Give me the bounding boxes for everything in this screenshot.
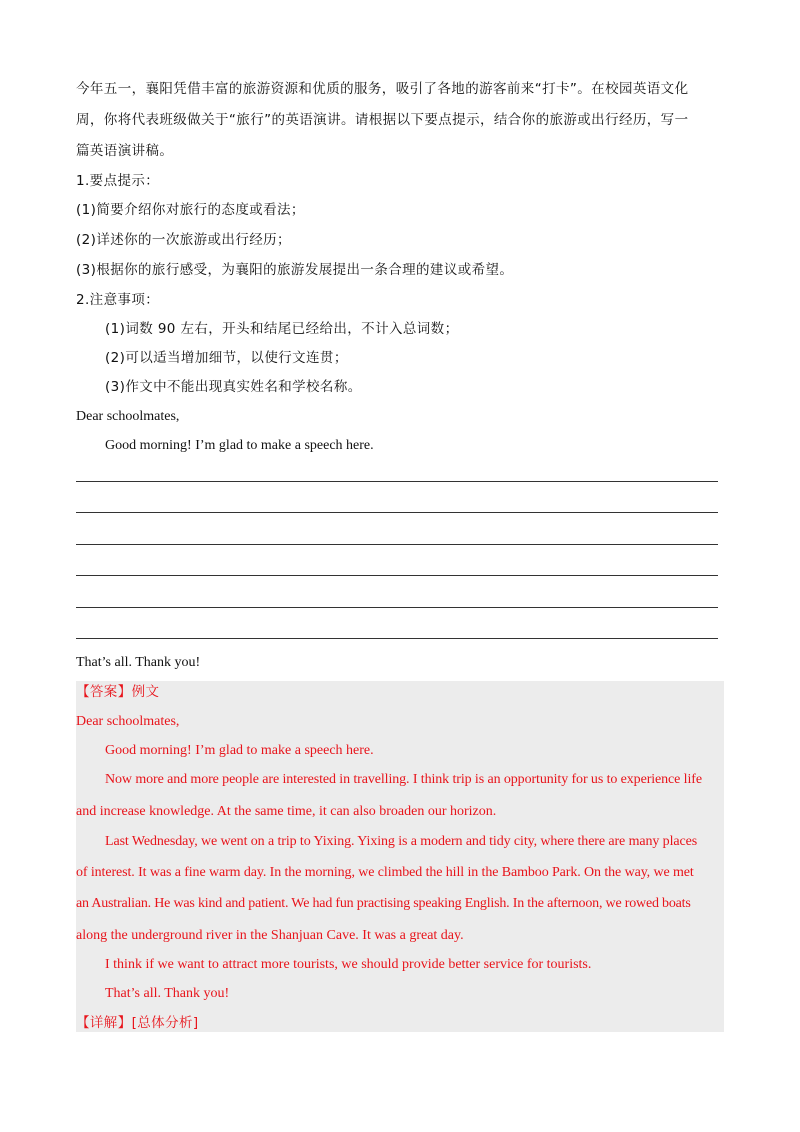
prompt-line-3: 篇英语演讲稿。 xyxy=(76,143,174,159)
notes-title: 2.注意事项： xyxy=(76,292,160,308)
answer-para3: I think if we want to attract more tourists, we should provide better service for tourists. xyxy=(105,957,592,972)
point-2: (2)详述你的一次旅游或出行经历； xyxy=(76,232,291,248)
writing-line xyxy=(76,607,718,608)
answer-closing: That’s all. Thank you! xyxy=(105,986,230,1001)
answer-para2-line1: Last Wednesday, we went on a trip to Yixing. Yixing is a modern and tidy city, where there are many places xyxy=(105,834,698,849)
answer-para1-line2: and increase knowledge. At the same time, it can also broaden our horizon. xyxy=(76,804,497,819)
answer-para2-line3: an Australian. He was kind and patient. We had fun practising speaking English. In the afternoon, we rowed boats xyxy=(76,896,691,911)
letter-opening: Good morning! I’m glad to make a speech here. xyxy=(105,438,374,453)
prompt-line-2: 周，你将代表班级做关于“旅行”的英语演讲。请根据以下要点提示，结合你的旅游或出行经历，写一 xyxy=(76,112,689,128)
prompt-line-1: 今年五一，襄阳凭借丰富的旅游资源和优质的服务，吸引了各地的游客前来“打卡”。在校园英语文化 xyxy=(76,81,689,97)
answer-opening: Good morning! I’m glad to make a speech here. xyxy=(105,743,374,758)
writing-line xyxy=(76,638,718,639)
writing-line xyxy=(76,512,718,513)
writing-line xyxy=(76,481,718,482)
answer-para1-line1: Now more and more people are interested in travelling. I think trip is an opportunity for us to experience life xyxy=(105,772,702,787)
letter-closing: That’s all. Thank you! xyxy=(76,655,201,670)
letter-greeting: Dear schoolmates, xyxy=(76,409,180,424)
writing-line xyxy=(76,575,718,576)
note-1: (1)词数 90 左右，开头和结尾已经给出，不计入总词数； xyxy=(105,321,459,337)
answer-para2-line2: of interest. It was a fine warm day. In the morning, we climbed the hill in the Bamboo Park. On the way, we met xyxy=(76,865,694,880)
point-3: (3)根据你的旅行感受，为襄阳的旅游发展提出一条合理的建议或希望。 xyxy=(76,262,514,278)
note-2: (2)可以适当增加细节，以使行文连贯； xyxy=(105,350,348,366)
answer-label: 【答案】例文 xyxy=(76,684,160,700)
answer-para2-line4: along the underground river in the Shanjuan Cave. It was a great day. xyxy=(76,928,464,943)
detail-label: 【详解】[总体分析] xyxy=(76,1015,199,1031)
answer-greeting: Dear schoolmates, xyxy=(76,714,180,729)
writing-line xyxy=(76,544,718,545)
note-3: (3)作文中不能出现真实姓名和学校名称。 xyxy=(105,379,362,395)
points-title: 1.要点提示： xyxy=(76,173,160,189)
point-1: (1)简要介绍你对旅行的态度或看法； xyxy=(76,202,305,218)
answer-section xyxy=(76,681,724,1032)
